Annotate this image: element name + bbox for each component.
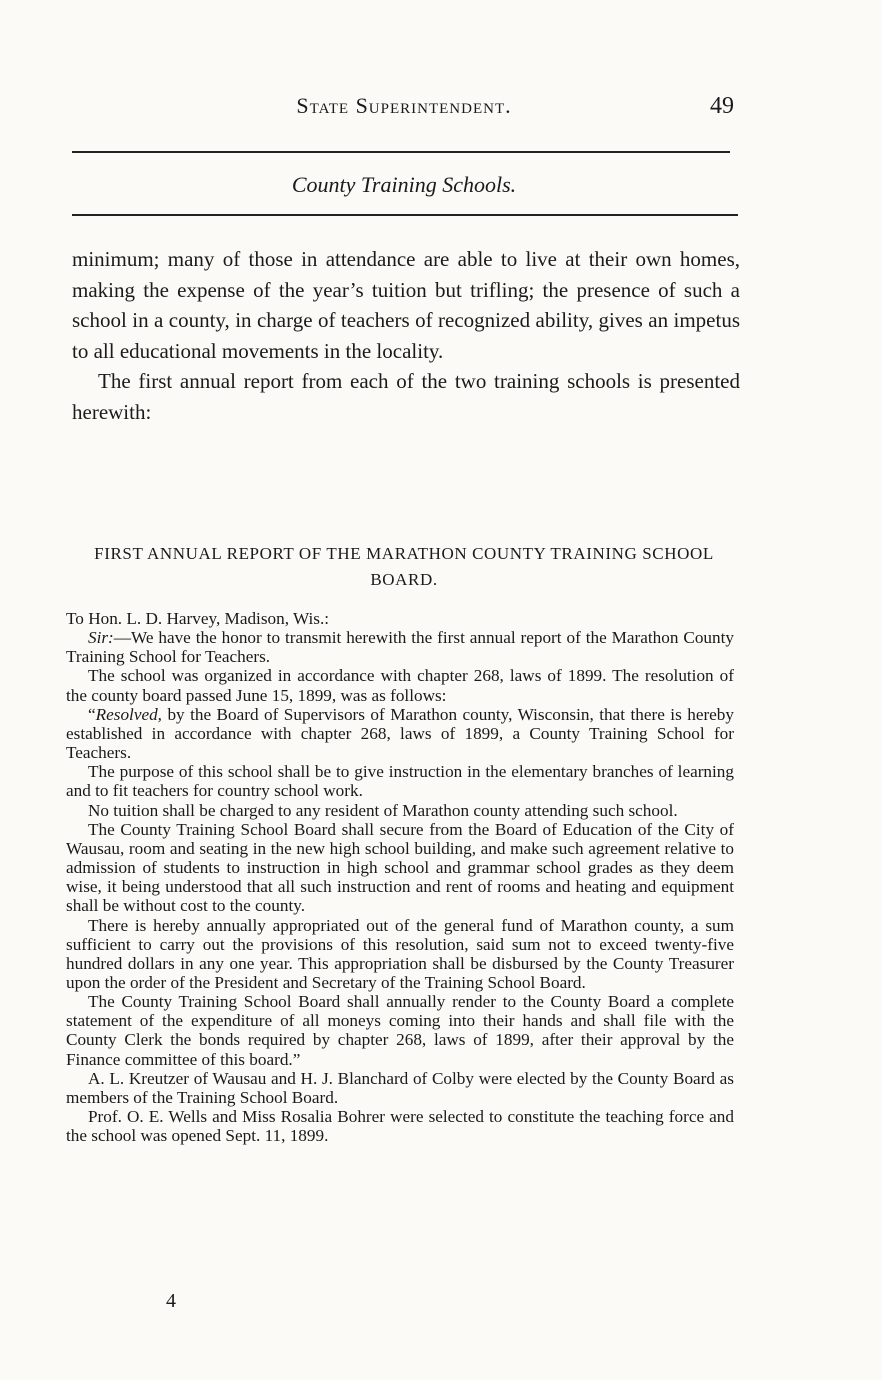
intro-paragraph: The first annual report from each of the two training schools is presented herewith: (72, 369, 740, 424)
header-rule-bottom (72, 214, 738, 216)
header-rule-top (72, 151, 730, 153)
page-number: 49 (710, 93, 734, 119)
section-title: County Training Schools. (291, 172, 517, 197)
running-title: State Superintendent. (296, 93, 512, 118)
intro-paragraph: minimum; many of those in attendance are able to live at their own homes, making the expense of the year’s tuition but trifling; the presence of such a school in a county, in charge of teachers of recognized ability, gives an impetus to all educational movements in the locality. (72, 247, 740, 363)
report-paragraph (66, 628, 734, 666)
report-salutation: To Hon. L. D. Harvey, Madison, Wis.: (66, 609, 330, 628)
report-paragraph: There is hereby annually appropriated out of the general fund of Marathon county, a sum sufficient to carry out the provisions of this resolution, said sum not to exceed twenty-five hundred dollars in any one year. This appropriation shall be disbursed by the County Treasurer upon the order of the President and Secretary of the Training School Board. (66, 915, 734, 992)
open-quote: “ (88, 704, 96, 724)
report-paragraph: The school was organized in accordance with chapter 268, laws of 1899. The resolution of the county board passed June 15, 1899, was as follows: (66, 666, 734, 705)
report-paragraph-text: —We have the honor to transmit herewith the first annual report of the Marathon County Training School for Teachers. (66, 628, 734, 667)
report-body (66, 609, 734, 1145)
report-paragraph: The purpose of this school shall be to give instruction in the elementary branches of learning and to fit teachers for country school work. (66, 762, 734, 801)
report-paragraph-text: by the Board of Supervisors of Marathon county, Wisconsin, that there is hereby established in accordance with chapter 268, laws of 1899, a County Training School for Teachers. (66, 704, 734, 763)
report-paragraph: No tuition shall be charged to any resident of Marathon county attending such school. (88, 800, 678, 820)
resolved-label: Resolved, (95, 704, 162, 724)
sir-label: Sir: (88, 628, 114, 648)
report-paragraph (66, 705, 734, 762)
signature-mark: 4 (166, 1290, 176, 1312)
running-head (68, 93, 740, 123)
report-title: FIRST ANNUAL REPORT OF THE MARATHON COUNTY TRAINING SCHOOL BOARD. (94, 544, 714, 589)
report-paragraph: A. L. Kreutzer of Wausau and H. J. Blanchard of Colby were elected by the County Board as members of the Training School Board. (66, 1068, 734, 1107)
intro-text (72, 244, 740, 427)
report-paragraph: The County Training School Board shall secure from the Board of Education of the City of Wausau, room and seating in the new high school building, and make such agreement relative to admission of students to instruction in high school and grammar school grades as they deem wise, it being understood that all such instruction and rent of rooms and heating and equipment shall be without cost to the county. (66, 819, 734, 916)
report-paragraph: The County Training School Board shall annually render to the County Board a complete statement of the expenditure of all moneys coming into their hands and shall file with the County Clerk the bonds required by chapter 268, laws of 1899, after their approval by the Finance committee of this board.” (66, 992, 734, 1069)
report-paragraph: Prof. O. E. Wells and Miss Rosalia Bohrer were selected to constitute the teaching force and the school was opened Sept. 11, 1899. (66, 1107, 734, 1146)
